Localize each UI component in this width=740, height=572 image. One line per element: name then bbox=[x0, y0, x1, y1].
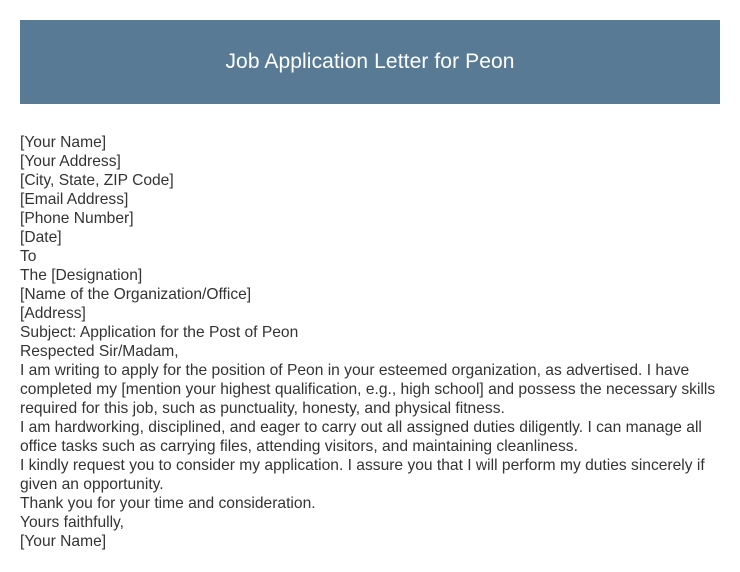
sender-address: [Your Address] bbox=[20, 153, 121, 170]
recipient-designation: The [Designation] bbox=[20, 267, 143, 284]
letter-body bbox=[20, 133, 725, 551]
paragraph-1: I am writing to apply for the position of Peon in your esteemed organization, as advertised. I have completed my [mention your highest qualification, e.g., high school] and possess the necessary skills required for this job, such as punctuality, honesty, and physical fitness. bbox=[20, 362, 716, 417]
letter-salutation: Respected Sir/Madam, bbox=[20, 343, 179, 360]
letter-date: [Date] bbox=[20, 229, 62, 246]
thanks-line: Thank you for your time and consideration. bbox=[20, 495, 316, 512]
to-label: To bbox=[20, 248, 37, 265]
paragraph-2: I am hardworking, disciplined, and eager to carry out all assigned duties diligently. I can manage all office tasks such as carrying files, attending visitors, and maintaining cleanliness. bbox=[20, 419, 702, 455]
sender-phone: [Phone Number] bbox=[20, 210, 134, 227]
signature-name: [Your Name] bbox=[20, 533, 107, 550]
sender-email: [Email Address] bbox=[20, 191, 129, 208]
letter-subject: Subject: Application for the Post of Peon bbox=[20, 324, 299, 341]
paragraph-3: I kindly request you to consider my application. I assure you that I will perform my duties sincerely if given an opportunity. bbox=[20, 457, 705, 493]
letter-closing: Yours faithfully, bbox=[20, 514, 125, 531]
sender-city: [City, State, ZIP Code] bbox=[20, 172, 174, 189]
recipient-organization: [Name of the Organization/Office] bbox=[20, 286, 252, 303]
recipient-address: [Address] bbox=[20, 305, 86, 322]
header-bar bbox=[20, 20, 720, 104]
sender-name: [Your Name] bbox=[20, 134, 107, 151]
page-title: Job Application Letter for Peon bbox=[225, 50, 515, 73]
